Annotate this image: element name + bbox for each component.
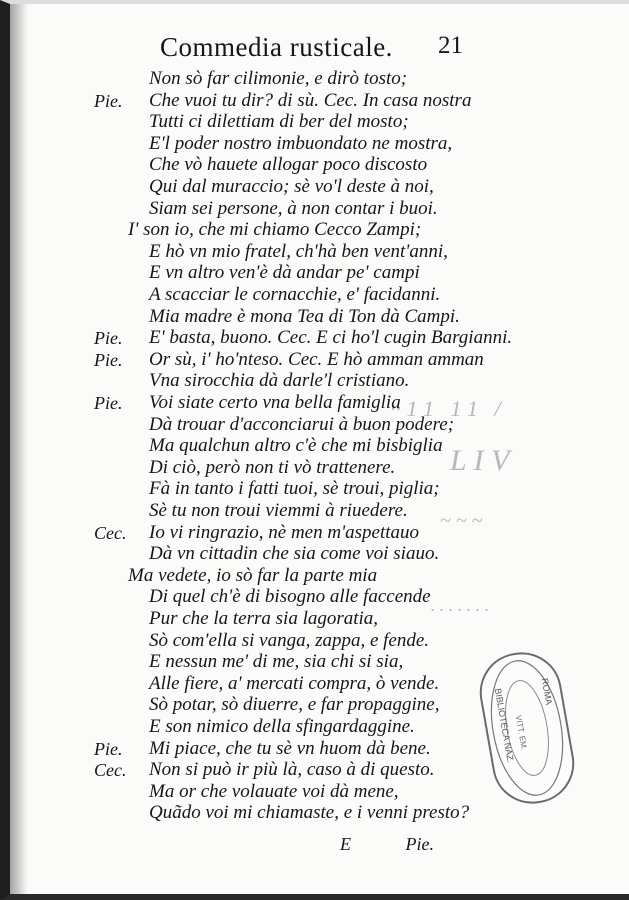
- verse-line: E'l poder nostro imbuondato ne mostra,: [149, 132, 453, 154]
- show-through-text: L I V: [450, 444, 510, 477]
- running-title: Commedia rusticale.: [160, 32, 393, 62]
- show-through-text: · · · · · · ·: [430, 600, 489, 620]
- verse-line: Qui dal muraccio; sè vo'l deste à noi,: [149, 176, 434, 197]
- svg-text:BIBLIOTECA NAZ.: BIBLIOTECA NAZ.: [492, 687, 516, 764]
- page-number: 21: [438, 32, 463, 59]
- svg-text:VITT. EM.: VITT. EM.: [513, 714, 529, 751]
- verse-line: Non sò far cilimonie, e dirò tosto;: [149, 68, 408, 89]
- catchword: Pie.: [405, 834, 434, 854]
- verse-line: Io vi ringrazio, nè men m'aspettauo: [149, 521, 420, 543]
- binding-shadow: [10, 4, 28, 894]
- verse-line: Mia madre è mona Tea di Ton dà Campi.: [149, 305, 460, 327]
- speaker-label: Pie.: [94, 328, 123, 349]
- verse-line: Dà trouar d'acconciarui à buon podere;: [149, 413, 455, 435]
- verse-line: I' son io, che mi chiamo Cecco Zampi;: [128, 219, 422, 241]
- verse-line: Alle fiere, a' mercati compra, ò vende.: [149, 672, 440, 694]
- signature-mark: E: [340, 834, 351, 854]
- verse-line: E nessun me' di me, sia chi si sia,: [149, 651, 404, 673]
- stamp-seal-icon: [476, 648, 579, 807]
- catchword-line: [340, 834, 484, 855]
- verse-line: E vn altro ven'è dà andar pe' campi: [149, 262, 420, 284]
- verse-line: A scacciar le cornacchie, e' facidanni.: [149, 284, 441, 305]
- verse-line: Quãdo voi mi chiamaste, e i venni presto?: [149, 802, 470, 824]
- verse-line: Voi siate certo vna bella famiglia: [149, 392, 401, 413]
- speaker-label: Cec.: [94, 522, 127, 543]
- verse-line: Non si può ir più là, caso à di questo.: [149, 759, 435, 781]
- speaker-label: Pie.: [94, 393, 123, 413]
- verse-line: Or sù, i' ho'nteso. Cec. E hò amman amman: [149, 348, 484, 370]
- verse-line: Mi piace, che tu sè vn huom dà bene.: [149, 737, 431, 759]
- verse-line: Sè tu non troui viemmi à riuedere.: [149, 500, 408, 521]
- speaker-label: Pie.: [94, 90, 123, 111]
- library-stamp: [473, 646, 580, 810]
- verse-line: Che vuoi tu dir? di sù. Cec. In casa nostra: [149, 89, 472, 111]
- speaker-label: Cec.: [94, 760, 127, 781]
- verse-line: Sò com'ella si vanga, zappa, e fende.: [149, 629, 430, 651]
- verse-line: E' basta, buono. Cec. E ci ho'l cugin Bargianni.: [149, 327, 513, 349]
- verse-line: Pur che la terra sia lagoratia,: [149, 608, 379, 629]
- show-through-text: ~ ~ ~: [440, 510, 483, 532]
- speaker-label: Pie.: [94, 738, 123, 759]
- verse-line: Ma or che volauate voi dà mene,: [149, 780, 399, 802]
- verse-line: Fà in tanto i fatti tuoi, sè troui, piglia;: [149, 478, 440, 500]
- verse-line: E son nimico della sfingardaggine.: [149, 716, 415, 737]
- verse-line: Di ciò, però non ti vò trattenere.: [149, 456, 396, 478]
- verse-line: Ma vedete, io sò far la parte mia: [128, 564, 378, 586]
- svg-text:ROMA: ROMA: [539, 677, 555, 706]
- verse-line: Ma qualchun altro c'è che mi bisbiglia: [149, 435, 443, 457]
- verse-line: Di quel ch'è di bisogno alle faccende: [149, 586, 431, 608]
- verse-line: Dà vn cittadin che sia come voi siauo.: [149, 543, 440, 565]
- verse-line: Sò potar, sò diuerre, e far propaggine,: [149, 694, 440, 716]
- verse-line: Tutti ci dilettiam di ber del mosto;: [149, 111, 409, 133]
- verse-line: Vna sirocchia dà darle'l cristiano.: [149, 370, 410, 392]
- speaker-label: Pie.: [94, 349, 123, 370]
- verse-line: E hò vn mio fratel, ch'hà ben vent'anni,: [149, 240, 448, 262]
- show-through-text: ·· 1 1 1 1 /: [390, 396, 501, 421]
- verse-line: Siam sei persone, à non contar i buoi.: [149, 197, 438, 219]
- verse-line: Che vò hauete allogar poco discosto: [149, 154, 428, 176]
